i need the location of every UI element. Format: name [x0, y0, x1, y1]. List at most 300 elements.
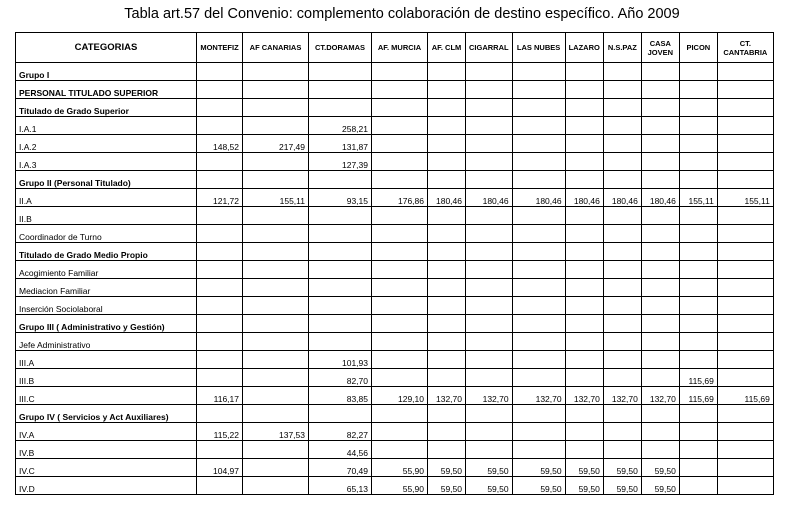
value-cell	[197, 441, 243, 459]
row-label: IV.C	[16, 459, 197, 477]
value-cell	[243, 405, 309, 423]
value-cell	[243, 171, 309, 189]
value-cell	[466, 99, 513, 117]
row-label: Grupo II (Personal Titulado)	[16, 171, 197, 189]
value-cell: 132,70	[641, 387, 679, 405]
row-label: IV.B	[16, 441, 197, 459]
value-cell	[243, 99, 309, 117]
group-row	[16, 171, 774, 189]
value-cell	[512, 225, 565, 243]
value-cell	[717, 261, 773, 279]
table-row	[16, 153, 774, 171]
value-cell	[466, 81, 513, 99]
value-cell	[372, 423, 428, 441]
value-cell	[603, 99, 641, 117]
value-cell	[243, 207, 309, 225]
value-cell: 155,11	[717, 189, 773, 207]
value-cell	[641, 297, 679, 315]
value-cell	[243, 279, 309, 297]
column-header: LAS NUBES	[512, 33, 565, 63]
table-row	[16, 351, 774, 369]
value-cell	[641, 261, 679, 279]
value-cell: 180,46	[466, 189, 513, 207]
value-cell	[309, 405, 372, 423]
value-cell	[603, 117, 641, 135]
value-cell: 59,50	[565, 459, 603, 477]
table-row	[16, 477, 774, 495]
value-cell	[428, 279, 466, 297]
value-cell: 59,50	[512, 459, 565, 477]
value-cell	[565, 117, 603, 135]
value-cell	[641, 315, 679, 333]
value-cell	[197, 243, 243, 261]
value-cell	[428, 207, 466, 225]
subgroup-row	[16, 99, 774, 117]
value-cell	[641, 351, 679, 369]
value-cell: 132,70	[428, 387, 466, 405]
value-cell	[372, 351, 428, 369]
value-cell	[641, 369, 679, 387]
value-cell	[679, 117, 717, 135]
value-cell: 180,46	[428, 189, 466, 207]
table-row	[16, 297, 774, 315]
group-row	[16, 405, 774, 423]
value-cell	[565, 135, 603, 153]
value-cell	[466, 441, 513, 459]
row-label: Grupo III ( Administrativo y Gestión)	[16, 315, 197, 333]
value-cell	[603, 351, 641, 369]
value-cell	[466, 405, 513, 423]
value-cell	[466, 207, 513, 225]
value-cell	[679, 261, 717, 279]
value-cell	[565, 171, 603, 189]
value-cell: 155,11	[243, 189, 309, 207]
value-cell	[512, 315, 565, 333]
value-cell	[197, 351, 243, 369]
value-cell	[641, 333, 679, 351]
value-cell	[309, 81, 372, 99]
value-cell	[372, 207, 428, 225]
value-cell	[512, 81, 565, 99]
column-header: AF. MURCIA	[372, 33, 428, 63]
value-cell	[466, 171, 513, 189]
value-cell	[372, 153, 428, 171]
value-cell	[565, 351, 603, 369]
value-cell	[197, 297, 243, 315]
value-cell	[243, 243, 309, 261]
value-cell	[717, 99, 773, 117]
value-cell	[428, 99, 466, 117]
value-cell	[309, 333, 372, 351]
value-cell	[428, 369, 466, 387]
table-row	[16, 423, 774, 441]
value-cell	[512, 351, 565, 369]
row-label: Grupo I	[16, 63, 197, 81]
value-cell	[512, 63, 565, 81]
column-header: AF. CLM	[428, 33, 466, 63]
value-cell	[243, 351, 309, 369]
value-cell: 258,21	[309, 117, 372, 135]
value-cell	[197, 207, 243, 225]
value-cell	[466, 297, 513, 315]
value-cell	[372, 63, 428, 81]
value-cell	[679, 477, 717, 495]
value-cell	[717, 315, 773, 333]
value-cell	[309, 171, 372, 189]
value-cell: 104,97	[197, 459, 243, 477]
value-cell: 180,46	[512, 189, 565, 207]
value-cell: 137,53	[243, 423, 309, 441]
row-label: Grupo IV ( Servicios y Act Auxiliares)	[16, 405, 197, 423]
value-cell	[603, 297, 641, 315]
value-cell	[428, 63, 466, 81]
value-cell	[243, 333, 309, 351]
value-cell	[372, 279, 428, 297]
row-label: Acogimiento Familiar	[16, 261, 197, 279]
value-cell	[372, 369, 428, 387]
value-cell: 59,50	[603, 477, 641, 495]
value-cell: 82,70	[309, 369, 372, 387]
value-cell: 176,86	[372, 189, 428, 207]
value-cell: 59,50	[641, 477, 679, 495]
value-cell	[243, 459, 309, 477]
value-cell: 131,87	[309, 135, 372, 153]
value-cell	[243, 387, 309, 405]
value-cell	[603, 81, 641, 99]
table-row	[16, 279, 774, 297]
value-cell	[197, 153, 243, 171]
value-cell	[603, 225, 641, 243]
value-cell	[603, 423, 641, 441]
value-cell: 59,50	[603, 459, 641, 477]
value-cell	[197, 477, 243, 495]
value-cell	[372, 441, 428, 459]
row-label: I.A.1	[16, 117, 197, 135]
value-cell	[466, 279, 513, 297]
value-cell	[603, 243, 641, 261]
value-cell	[717, 117, 773, 135]
row-label: Titulado de Grado Superior	[16, 99, 197, 117]
value-cell	[372, 99, 428, 117]
value-cell: 59,50	[512, 477, 565, 495]
value-cell: 55,90	[372, 477, 428, 495]
value-cell	[641, 63, 679, 81]
row-label: Coordinador de Turno	[16, 225, 197, 243]
value-cell	[243, 369, 309, 387]
value-cell	[372, 81, 428, 99]
value-cell	[717, 279, 773, 297]
value-cell	[512, 99, 565, 117]
value-cell	[717, 405, 773, 423]
value-cell: 127,39	[309, 153, 372, 171]
value-cell	[641, 117, 679, 135]
value-cell	[641, 99, 679, 117]
value-cell	[603, 207, 641, 225]
value-cell: 129,10	[372, 387, 428, 405]
row-label: III.C	[16, 387, 197, 405]
value-cell	[309, 261, 372, 279]
value-cell	[679, 81, 717, 99]
value-cell	[679, 63, 717, 81]
value-cell	[565, 243, 603, 261]
value-cell: 59,50	[428, 477, 466, 495]
value-cell: 180,46	[641, 189, 679, 207]
value-cell	[679, 243, 717, 261]
column-header: CIGARRAL	[466, 33, 513, 63]
value-cell	[679, 459, 717, 477]
row-label: III.A	[16, 351, 197, 369]
value-cell	[603, 369, 641, 387]
value-cell	[565, 261, 603, 279]
column-header: CT.DORAMAS	[309, 33, 372, 63]
value-cell	[372, 261, 428, 279]
value-cell	[565, 369, 603, 387]
value-cell	[243, 315, 309, 333]
row-label: I.A.2	[16, 135, 197, 153]
row-label: II.B	[16, 207, 197, 225]
value-cell	[512, 117, 565, 135]
value-cell	[197, 279, 243, 297]
value-cell: 180,46	[565, 189, 603, 207]
value-cell	[717, 333, 773, 351]
value-cell: 132,70	[603, 387, 641, 405]
value-cell	[309, 225, 372, 243]
value-cell	[309, 297, 372, 315]
value-cell	[512, 441, 565, 459]
column-header-categorias: CATEGORIAS	[16, 33, 197, 63]
value-cell	[565, 279, 603, 297]
value-cell	[197, 261, 243, 279]
value-cell	[309, 63, 372, 81]
complement-table	[15, 32, 774, 495]
subgroup-row	[16, 243, 774, 261]
value-cell	[603, 441, 641, 459]
value-cell	[512, 171, 565, 189]
value-cell	[243, 81, 309, 99]
value-cell	[309, 315, 372, 333]
value-cell	[309, 207, 372, 225]
value-cell: 116,17	[197, 387, 243, 405]
value-cell	[512, 333, 565, 351]
value-cell	[512, 207, 565, 225]
value-cell	[428, 117, 466, 135]
value-cell: 82,27	[309, 423, 372, 441]
value-cell: 101,93	[309, 351, 372, 369]
value-cell	[512, 369, 565, 387]
value-cell: 59,50	[565, 477, 603, 495]
value-cell	[466, 243, 513, 261]
value-cell: 121,72	[197, 189, 243, 207]
value-cell	[603, 135, 641, 153]
value-cell	[565, 405, 603, 423]
value-cell	[717, 207, 773, 225]
value-cell	[717, 171, 773, 189]
value-cell	[466, 225, 513, 243]
value-cell	[603, 261, 641, 279]
header-row	[16, 33, 774, 63]
value-cell	[466, 369, 513, 387]
row-label: Inserción Sociolaboral	[16, 297, 197, 315]
value-cell	[565, 153, 603, 171]
value-cell	[428, 351, 466, 369]
value-cell	[372, 333, 428, 351]
value-cell	[466, 117, 513, 135]
table-row	[16, 261, 774, 279]
value-cell	[565, 63, 603, 81]
column-header: MONTEFIZ	[197, 33, 243, 63]
value-cell	[679, 351, 717, 369]
value-cell	[679, 333, 717, 351]
value-cell	[197, 99, 243, 117]
value-cell	[641, 405, 679, 423]
value-cell	[717, 477, 773, 495]
value-cell	[603, 333, 641, 351]
value-cell	[512, 279, 565, 297]
value-cell	[243, 297, 309, 315]
value-cell	[565, 423, 603, 441]
table-body	[16, 63, 774, 495]
value-cell	[428, 315, 466, 333]
row-label: Titulado de Grado Medio Propio	[16, 243, 197, 261]
column-header: AF CANARIAS	[243, 33, 309, 63]
value-cell: 180,46	[603, 189, 641, 207]
value-cell	[717, 459, 773, 477]
value-cell: 83,85	[309, 387, 372, 405]
value-cell	[717, 81, 773, 99]
value-cell	[679, 279, 717, 297]
value-cell	[565, 297, 603, 315]
value-cell	[717, 63, 773, 81]
row-label: Jefe Administrativo	[16, 333, 197, 351]
value-cell	[466, 135, 513, 153]
value-cell	[641, 207, 679, 225]
value-cell	[717, 243, 773, 261]
value-cell	[603, 405, 641, 423]
table-row	[16, 333, 774, 351]
value-cell: 115,69	[679, 387, 717, 405]
value-cell	[641, 81, 679, 99]
value-cell: 148,52	[197, 135, 243, 153]
value-cell	[679, 99, 717, 117]
value-cell	[603, 171, 641, 189]
value-cell	[603, 279, 641, 297]
value-cell	[197, 225, 243, 243]
column-header: N.S.PAZ	[603, 33, 641, 63]
value-cell	[679, 315, 717, 333]
table-row	[16, 117, 774, 135]
value-cell	[679, 207, 717, 225]
value-cell	[197, 315, 243, 333]
value-cell	[428, 225, 466, 243]
value-cell: 132,70	[466, 387, 513, 405]
value-cell: 115,22	[197, 423, 243, 441]
value-cell: 132,70	[565, 387, 603, 405]
table-row	[16, 459, 774, 477]
value-cell: 44,56	[309, 441, 372, 459]
value-cell	[641, 225, 679, 243]
column-header: LAZARO	[565, 33, 603, 63]
value-cell	[717, 297, 773, 315]
value-cell	[603, 153, 641, 171]
value-cell	[197, 117, 243, 135]
value-cell	[372, 243, 428, 261]
group-row	[16, 81, 774, 99]
value-cell	[717, 351, 773, 369]
value-cell	[243, 153, 309, 171]
value-cell	[466, 63, 513, 81]
value-cell	[641, 171, 679, 189]
value-cell: 155,11	[679, 189, 717, 207]
value-cell	[565, 333, 603, 351]
value-cell	[466, 153, 513, 171]
table-row	[16, 207, 774, 225]
value-cell	[197, 369, 243, 387]
value-cell	[512, 135, 565, 153]
value-cell: 55,90	[372, 459, 428, 477]
value-cell	[372, 117, 428, 135]
value-cell	[565, 99, 603, 117]
value-cell	[428, 333, 466, 351]
value-cell	[717, 225, 773, 243]
value-cell	[717, 369, 773, 387]
value-cell	[243, 225, 309, 243]
value-cell	[512, 297, 565, 315]
row-label: II.A	[16, 189, 197, 207]
value-cell	[679, 297, 717, 315]
value-cell	[428, 441, 466, 459]
value-cell: 59,50	[466, 477, 513, 495]
table-row	[16, 369, 774, 387]
value-cell: 115,69	[717, 387, 773, 405]
value-cell	[428, 153, 466, 171]
value-cell	[641, 279, 679, 297]
value-cell	[565, 81, 603, 99]
value-cell	[372, 297, 428, 315]
row-label: Mediacion Familiar	[16, 279, 197, 297]
value-cell	[197, 63, 243, 81]
value-cell	[717, 441, 773, 459]
value-cell	[243, 63, 309, 81]
table-row	[16, 441, 774, 459]
value-cell: 59,50	[641, 459, 679, 477]
value-cell	[641, 423, 679, 441]
value-cell	[197, 405, 243, 423]
value-cell	[309, 243, 372, 261]
value-cell	[309, 99, 372, 117]
value-cell	[243, 477, 309, 495]
value-cell	[641, 153, 679, 171]
value-cell	[243, 261, 309, 279]
value-cell	[717, 423, 773, 441]
value-cell	[679, 423, 717, 441]
value-cell	[428, 261, 466, 279]
value-cell	[679, 441, 717, 459]
table-row	[16, 387, 774, 405]
table-title: Tabla art.57 del Convenio: complemento colaboración de destino específico. Año 2009	[124, 6, 680, 22]
value-cell	[372, 135, 428, 153]
value-cell	[565, 207, 603, 225]
value-cell: 217,49	[243, 135, 309, 153]
value-cell	[466, 423, 513, 441]
value-cell	[243, 441, 309, 459]
value-cell	[512, 243, 565, 261]
value-cell	[372, 225, 428, 243]
column-header: PICON	[679, 33, 717, 63]
value-cell	[428, 135, 466, 153]
value-cell	[243, 117, 309, 135]
column-header: CASA JOVEN	[641, 33, 679, 63]
value-cell	[428, 423, 466, 441]
